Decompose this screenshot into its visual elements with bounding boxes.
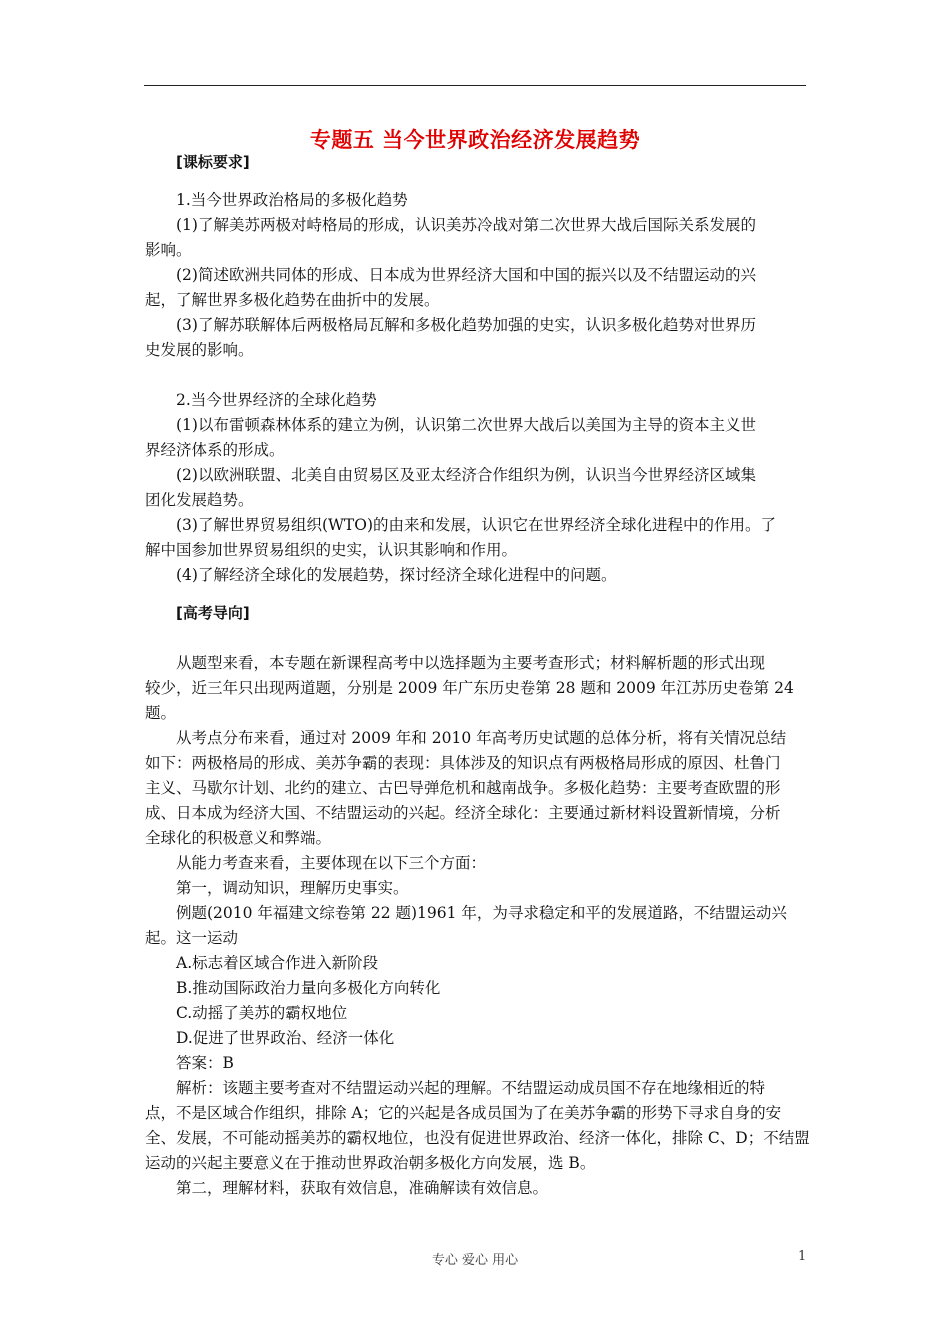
paragraph-line: 例题(2010 年福建文综卷第 22 题)1961 年，为寻求稳定和平的发展道路，不结盟运动兴: [176, 904, 787, 922]
page-number: 1: [798, 1249, 807, 1264]
paragraph-line: (3)了解苏联解体后两极格局瓦解和多极化趋势加强的史实，认识多极化趋势对世界历: [176, 316, 756, 334]
paragraph-line: 点，不是区域合作组织，排除 A；它的兴起是各成员国为了在美苏争霸的形势下寻求自身的安: [145, 1104, 782, 1122]
header-rule: [144, 85, 806, 86]
option-c: C.动摇了美苏的霸权地位: [176, 1004, 348, 1022]
option-a: A.标志着区域合作进入新阶段: [176, 954, 379, 972]
paragraph-line: (3)了解世界贸易组织(WTO)的由来和发展，认识它在世界经济全球化进程中的作用。了: [176, 516, 777, 534]
paragraph-line: 1.当今世界政治格局的多极化趋势: [176, 191, 408, 209]
paragraph-line: 从能力考查来看，主要体现在以下三个方面：: [176, 854, 487, 872]
paragraph-line: (1)以布雷顿森林体系的建立为例，认识第二次世界大战后以美国为主导的资本主义世: [176, 416, 756, 434]
paragraph-line: (2)简述欧洲共同体的形成、日本成为世界经济大国和中国的振兴以及不结盟运动的兴: [176, 266, 756, 284]
document-title: 专题五 当今世界政治经济发展趋势: [309, 128, 641, 152]
paragraph-line: 从题型来看，本专题在新课程高考中以选择题为主要考查形式；材料解析题的形式出现: [176, 654, 766, 672]
paragraph-line: 成、日本成为经济大国、不结盟运动的兴起。经济全球化：主要通过新材料设置新情境，分析: [145, 804, 781, 822]
paragraph-line: 解中国参加世界贸易组织的史实，认识其影响和作用。: [145, 541, 518, 559]
paragraph-line: 主义、马歇尔计划、北约的建立、古巴导弹危机和越南战争。多极化趋势：主要考查欧盟的形: [145, 779, 781, 797]
option-d: D.促进了世界政治、经济一体化: [176, 1029, 395, 1047]
paragraph-line: 史发展的影响。: [145, 341, 254, 359]
paragraph-line: (2)以欧洲联盟、北美自由贸易区及亚太经济合作组织为例，认识当今世界经济区域集: [176, 466, 756, 484]
paragraph-line: 全球化的积极意义和弊端。: [145, 829, 332, 847]
paragraph-line: (4)了解经济全球化的发展趋势，探讨经济全球化进程中的问题。: [176, 566, 617, 584]
paragraph-line: 较少，近三年只出现两道题，分别是 2009 年广东历史卷第 28 题和 2009 年江苏历史卷第 24: [145, 679, 794, 697]
option-b: B.推动国际政治力量向多极化方向转化: [176, 979, 441, 997]
paragraph-line: 起，了解世界多极化趋势在曲折中的发展。: [145, 291, 440, 309]
paragraph-line: 起。这一运动: [145, 929, 239, 947]
paragraph-line: 运动的兴起主要意义在于推动世界政治朝多极化方向发展，选 B。: [145, 1154, 596, 1172]
section-heading-exam-guide: [高考导向]: [176, 604, 250, 622]
paragraph-line: 题。: [145, 704, 177, 722]
paragraph-line: 2.当今世界经济的全球化趋势: [176, 391, 377, 409]
paragraph-line: 团化发展趋势。: [145, 491, 254, 509]
footer-text: 专心 爱心 用心: [431, 1253, 519, 1268]
paragraph-line: 界经济体系的形成。: [145, 441, 285, 459]
document-body: [145, 150, 810, 1201]
section-heading-standards: [课标要求]: [176, 153, 250, 171]
answer-line: 答案：B: [176, 1054, 234, 1072]
paragraph-line: 如下：两极格局的形成、美苏争霸的表现：具体涉及的知识点有两极格局形成的原因、杜鲁门: [145, 754, 781, 772]
paragraph-line: 第一，调动知识，理解历史事实。: [176, 879, 409, 897]
paragraph-line: 影响。: [145, 241, 192, 259]
paragraph-line: 从考点分布来看，通过对 2009 年和 2010 年高考历史试题的总体分析，将有关情况总结: [176, 729, 787, 747]
paragraph-line: (1)了解美苏两极对峙格局的形成，认识美苏冷战对第二次世界大战后国际关系发展的: [176, 216, 756, 234]
paragraph-line: 第二，理解材料，获取有效信息，准确解读有效信息。: [176, 1179, 549, 1197]
paragraph-line: 解析：该题主要考查对不结盟运动兴起的理解。不结盟运动成员国不存在地缘相近的特: [176, 1079, 766, 1097]
paragraph-line: 全、发展，不可能动摇美苏的霸权地位，也没有促进世界政治、经济一体化，排除 C、D；不结盟: [145, 1129, 810, 1147]
